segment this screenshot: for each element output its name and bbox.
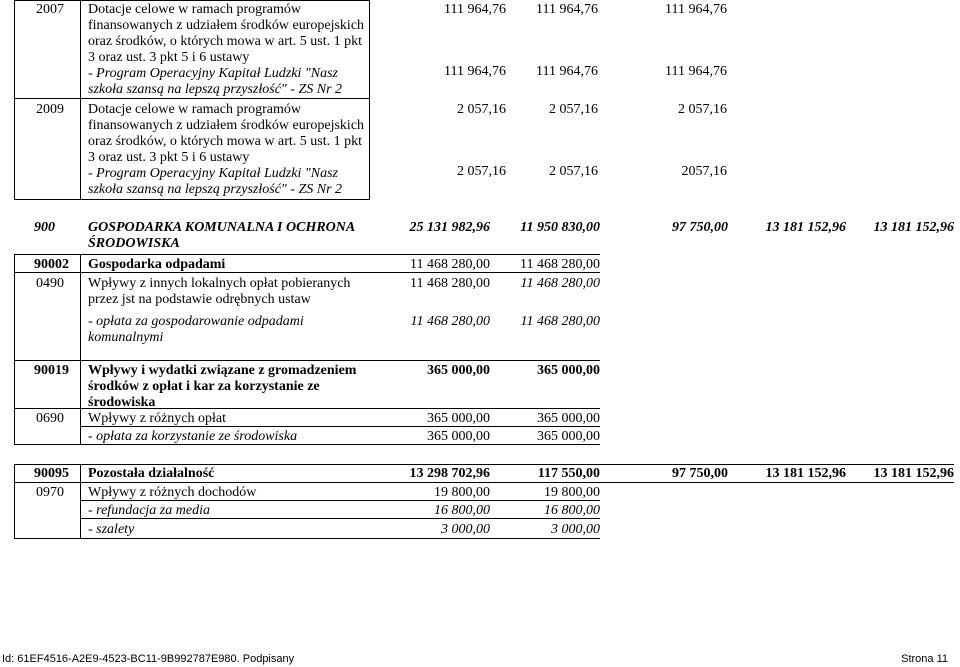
row-text-line: szkoła szansą na lepszą przyszłość" - ZS Nr 2 [88, 182, 343, 197]
value-cell: 111 964,76 [536, 2, 598, 17]
value-cell: 25 131 982,96 [409, 220, 490, 235]
value-cell: 111 964,76 [665, 2, 727, 17]
page-number: Strona 11 [901, 653, 948, 665]
row-code: 0970 [36, 485, 64, 500]
col-divider [369, 0, 370, 200]
row-text-line: Dotacje celowe w ramach programów [88, 2, 302, 17]
table-border [14, 538, 600, 539]
value-cell: 11 468 280,00 [520, 314, 600, 329]
value-cell: 2057,16 [681, 164, 727, 179]
row-code: 0690 [36, 411, 64, 426]
table-border [14, 464, 954, 465]
value-cell: 2 057,16 [549, 102, 598, 117]
row-name: komunalnymi [88, 330, 164, 345]
value-cell: 365 000,00 [427, 363, 490, 378]
table-border [14, 254, 600, 255]
value-cell: 2 057,16 [678, 102, 727, 117]
value-cell: 11 950 830,00 [520, 220, 600, 235]
row-name: Wpływy i wydatki związane z gromadzeniem [88, 363, 357, 378]
row-text-line: oraz środków, o których mowa w art. 5 ust. 1 pkt [88, 34, 362, 49]
value-cell: 365 000,00 [537, 429, 600, 444]
row-code: 90002 [34, 257, 69, 272]
row-divider [14, 360, 600, 361]
col-divider [80, 254, 81, 445]
top-border [14, 0, 370, 1]
value-cell: 111 964,76 [665, 64, 727, 79]
row-divider [14, 482, 954, 483]
value-cell: 11 468 280,00 [520, 276, 600, 291]
value-cell: 97 750,00 [672, 220, 728, 235]
value-cell: 19 800,00 [544, 485, 600, 500]
value-cell: 365 000,00 [427, 429, 490, 444]
value-cell: 13 181 152,96 [873, 220, 954, 235]
row-text-line: 3 oraz ust. 3 pkt 5 i 6 ustawy [88, 50, 250, 65]
value-cell: 111 964,76 [444, 64, 506, 79]
left-border [14, 464, 15, 539]
row-code: 2007 [36, 2, 64, 17]
row-name: - refundacja za media [88, 503, 210, 518]
row-name: - opłata za gospodarowanie odpadami [88, 314, 304, 329]
value-cell: 13 181 152,96 [765, 220, 846, 235]
row-name: środowiska [88, 395, 156, 410]
value-cell: 365 000,00 [537, 363, 600, 378]
row-name: Gospodarka odpadami [88, 257, 226, 272]
value-cell: 2 057,16 [457, 164, 506, 179]
left-border [14, 0, 15, 200]
value-cell: 13 181 152,96 [765, 466, 846, 481]
section-code: 90095 [34, 466, 69, 481]
row-text-line: oraz środków, o których mowa w art. 5 ust. 1 pkt [88, 134, 362, 149]
row-text-line: 3 oraz ust. 3 pkt 5 i 6 ustawy [88, 150, 250, 165]
value-cell: 117 550,00 [537, 466, 600, 481]
bottom-border [14, 199, 370, 200]
value-cell: 111 964,76 [536, 64, 598, 79]
row-code: 0490 [36, 276, 64, 291]
value-cell: 11 468 280,00 [410, 276, 490, 291]
left-border [14, 254, 15, 445]
value-cell: 3 000,00 [551, 522, 600, 537]
section-title: ŚRODOWISKA [88, 236, 180, 251]
value-cell: 11 468 280,00 [410, 257, 490, 272]
document-id-footer: Id: 61EF4516-A2E9-4523-BC11-9B992787E980. Podpisany [2, 653, 295, 665]
row-text-line: - Program Operacyjny Kapitał Ludzki "Nasz [88, 66, 338, 81]
row-divider [14, 98, 370, 99]
row-name: środków z opłat i kar za korzystanie ze [88, 379, 320, 394]
value-cell: 2 057,16 [549, 164, 598, 179]
value-cell: 16 800,00 [544, 503, 600, 518]
row-code: 2009 [36, 102, 64, 117]
row-name: Wpływy z innych lokalnych opłat pobieranych [88, 276, 351, 291]
section-title: GOSPODARKA KOMUNALNA I OCHRONA [88, 220, 356, 235]
row-name: Wpływy z różnych opłat [88, 411, 227, 426]
value-cell: 16 800,00 [434, 503, 490, 518]
col-divider [80, 464, 81, 539]
col-divider [80, 0, 81, 200]
row-text-line: Dotacje celowe w ramach programów [88, 102, 302, 117]
value-cell: 365 000,00 [537, 411, 600, 426]
row-text-line: finansowanych z udziałem środków europejskich [88, 118, 365, 133]
value-cell: 19 800,00 [434, 485, 490, 500]
row-name: Wpływy z różnych dochodów [88, 485, 257, 500]
value-cell: 11 468 280,00 [410, 314, 490, 329]
section-title: Pozostała działalność [88, 466, 215, 481]
row-code: 90019 [34, 363, 69, 378]
value-cell: 11 468 280,00 [520, 257, 600, 272]
row-name: - szalety [88, 522, 135, 537]
value-cell: 13 298 702,96 [409, 466, 490, 481]
value-cell: 13 181 152,96 [873, 466, 954, 481]
value-cell: 97 750,00 [672, 466, 728, 481]
value-cell: 365 000,00 [427, 411, 490, 426]
row-name: przez jst na podstawie odrębnych ustaw [88, 292, 311, 307]
row-name: - opłata za korzystanie ze środowiska [88, 429, 298, 444]
row-text-line: - Program Operacyjny Kapitał Ludzki "Nasz [88, 166, 338, 181]
row-text-line: finansowanych z udziałem środków europejskich [88, 18, 365, 33]
section-code: 900 [34, 220, 55, 235]
value-cell: 3 000,00 [441, 522, 490, 537]
value-cell: 2 057,16 [457, 102, 506, 117]
value-cell: 111 964,76 [444, 2, 506, 17]
row-text-line: szkoła szansą na lepszą przyszłość" - ZS Nr 2 [88, 82, 343, 97]
